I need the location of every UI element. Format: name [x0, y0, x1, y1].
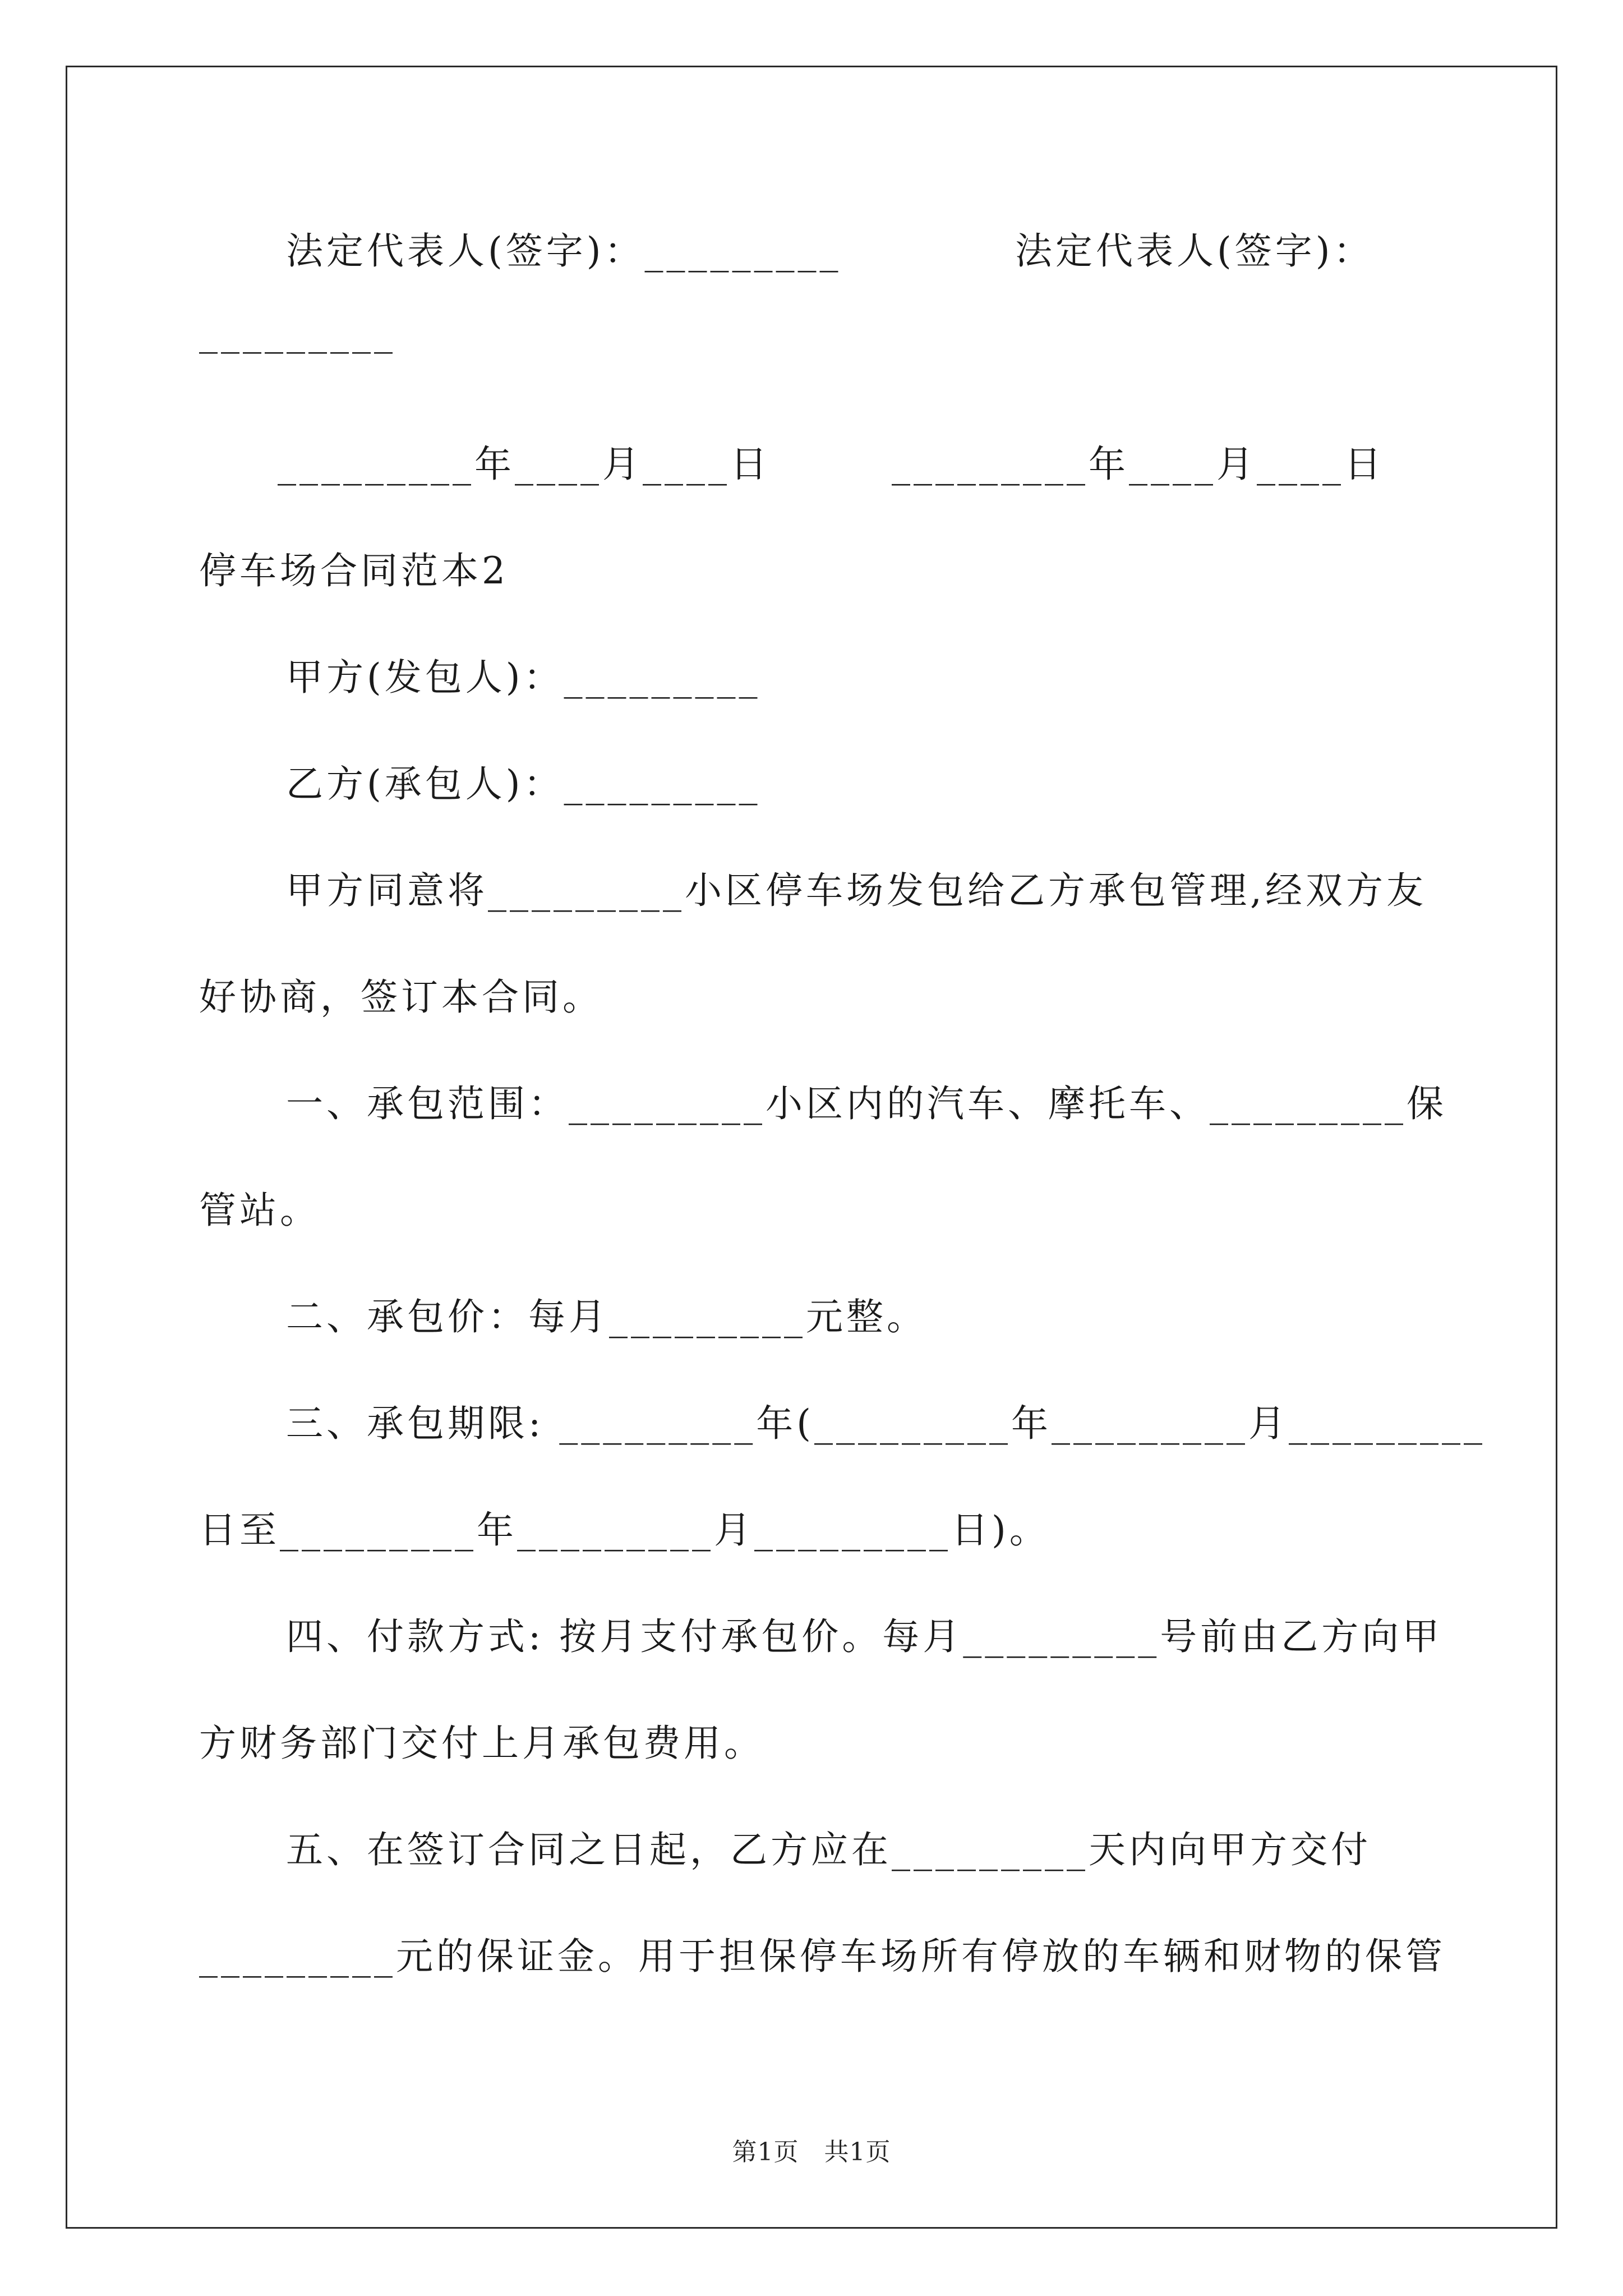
page-border [66, 66, 1557, 2229]
signature-left: 法定代表人(签字)：_________ [286, 229, 842, 273]
party-a: 甲方(发包人)：_________ [286, 656, 761, 699]
clause-1-line-1: 一、承包范围：_________小区内的汽车、摩托车、_________保 [286, 1082, 1447, 1125]
intro-line-1: 甲方同意将_________小区停车场发包给乙方承包管理,经双方友 [286, 869, 1427, 912]
clause-2: 二、承包价：每月_________元整。 [286, 1295, 927, 1338]
date-left: _________年____月____日 [278, 443, 771, 486]
party-b: 乙方(承包人)：_________ [286, 762, 761, 806]
clause-5-line-1: 五、在签订合同之日起，乙方应在_________天内向甲方交付 [286, 1828, 1371, 1871]
clause-1-line-2: 管站。 [199, 1189, 320, 1232]
clause-3-line-1: 三、承包期限: _________年(_________年_________月_________ [286, 1402, 1486, 1445]
page-footer: 第1页 共1页 [732, 2138, 891, 2166]
date-right: _________年____月____日 [892, 443, 1385, 486]
document-title: 停车场合同范本2 [199, 549, 509, 592]
clause-5-line-2: _________元的保证金。用于担保停车场所有停放的车辆和财物的保管 [199, 1935, 1446, 1978]
signature-blank: _________ [199, 311, 396, 354]
clause-3-line-2: 日至_________年_________月_________日)。 [199, 1508, 1050, 1552]
intro-line-2: 好协商，签订本合同。 [199, 976, 603, 1019]
clause-4-line-1: 四、付款方式: 按月支付承包价。每月_________号前由乙方向甲 [286, 1615, 1443, 1658]
signature-right: 法定代表人(签字)： [1015, 229, 1374, 273]
clause-4-line-2: 方财务部门交付上月承包费用。 [199, 1722, 764, 1765]
